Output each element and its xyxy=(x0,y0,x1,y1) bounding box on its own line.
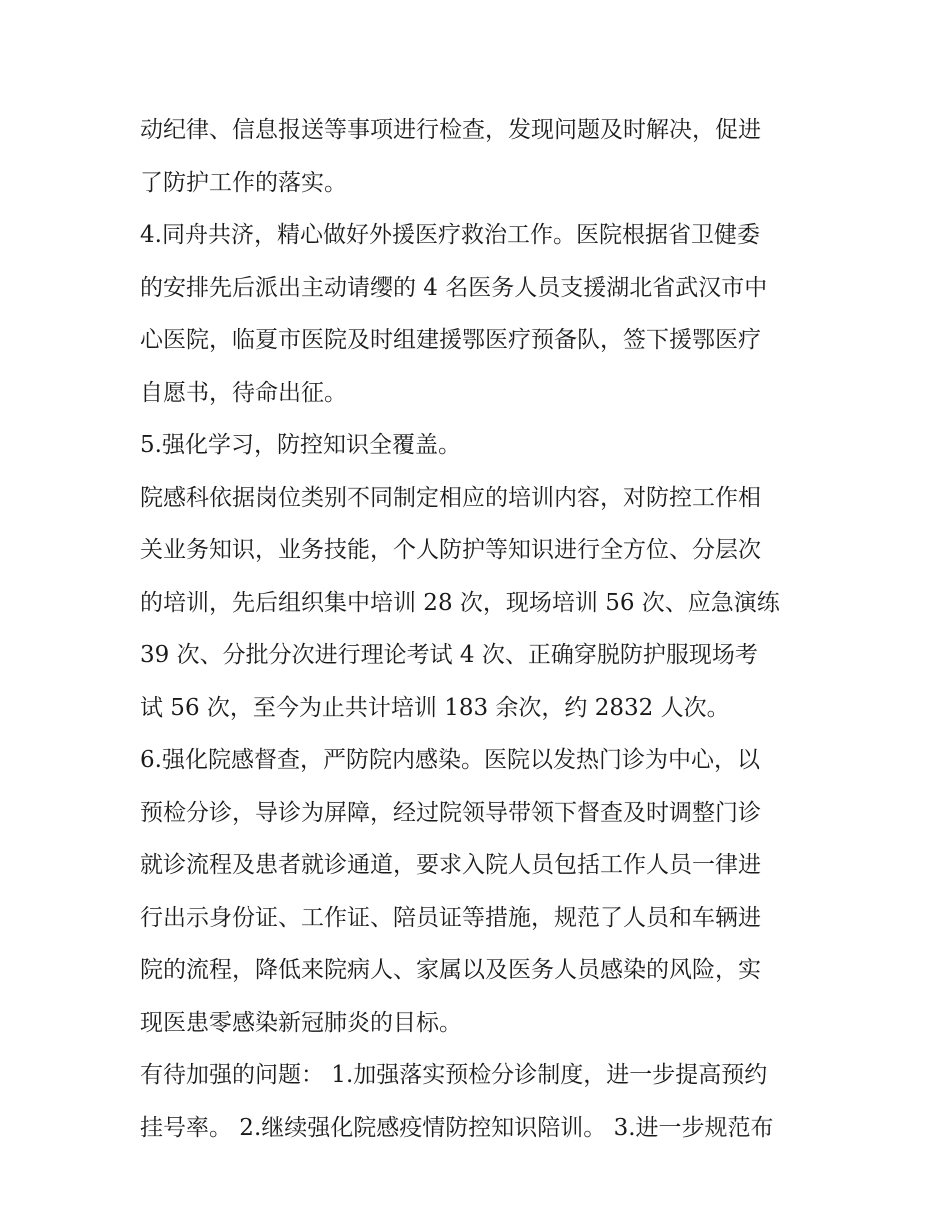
text-line: 5.强化学习，防控知识全覆盖。 xyxy=(140,432,461,458)
text-line: 院感科依据岗位类别不同制定相应的培训内容，对防控工作相 xyxy=(140,484,761,511)
text-line: 试 56 次，至今为止共计培训 183 余次，约 2832 人次。 xyxy=(140,694,730,721)
text-line: 动纪律、信息报送等事项进行检查，发现问题及时解决，促进 xyxy=(140,117,761,143)
text-line: 现医患零感染新冠肺炎的目标。 xyxy=(140,1009,462,1036)
text-line: 就诊流程及患者就诊通道，要求入院人员包括工作人员一律进 xyxy=(140,852,761,878)
text-line: 关业务知识，业务技能，个人防护等知识进行全方位、分层次 xyxy=(140,537,761,563)
text-line: 挂号率。 2.继续强化院感疫情防控知识陪训。 3.进一步规范布 xyxy=(140,1114,774,1141)
text-line: 6.强化院感督查，严防院内感染。医院以发热门诊为中心，以 xyxy=(140,747,760,773)
text-line: 院的流程，降低来院病人、家属以及医务人员感染的风险，实 xyxy=(140,957,761,983)
text-line: 了防护工作的落实。 xyxy=(140,169,347,196)
text-line: 行出示身份证、工作证、陪员证等措施，规范了人员和车辆进 xyxy=(140,904,761,931)
text-line: 预检分诊，导诊为屏障，经过院领导带领下督查及时调整门诊 xyxy=(140,799,761,826)
text-line: 的培训，先后组织集中培训 28 次，现场培训 56 次、应急演练 xyxy=(140,589,780,616)
text-line: 心医院，临夏市医院及时组建援鄂医疗预备队，签下援鄂医疗 xyxy=(140,327,761,353)
text-line: 自愿书，待命出征。 xyxy=(140,379,347,406)
text-line: 39 次、分批分次进行理论考试 4 次、正确穿脱防护服现场考 xyxy=(140,642,758,668)
text-line: 的安排先后派出主动请缨的 4 名医务人员支援湖北省武汉市中 xyxy=(140,274,768,301)
body-text xyxy=(140,104,820,1154)
text-line: 有待加强的问题： 1.加强落实预检分诊制度，进一步提高预约 xyxy=(140,1062,768,1088)
text-line: 4.同舟共济，精心做好外援医疗救治工作。医院根据省卫健委 xyxy=(140,222,760,248)
